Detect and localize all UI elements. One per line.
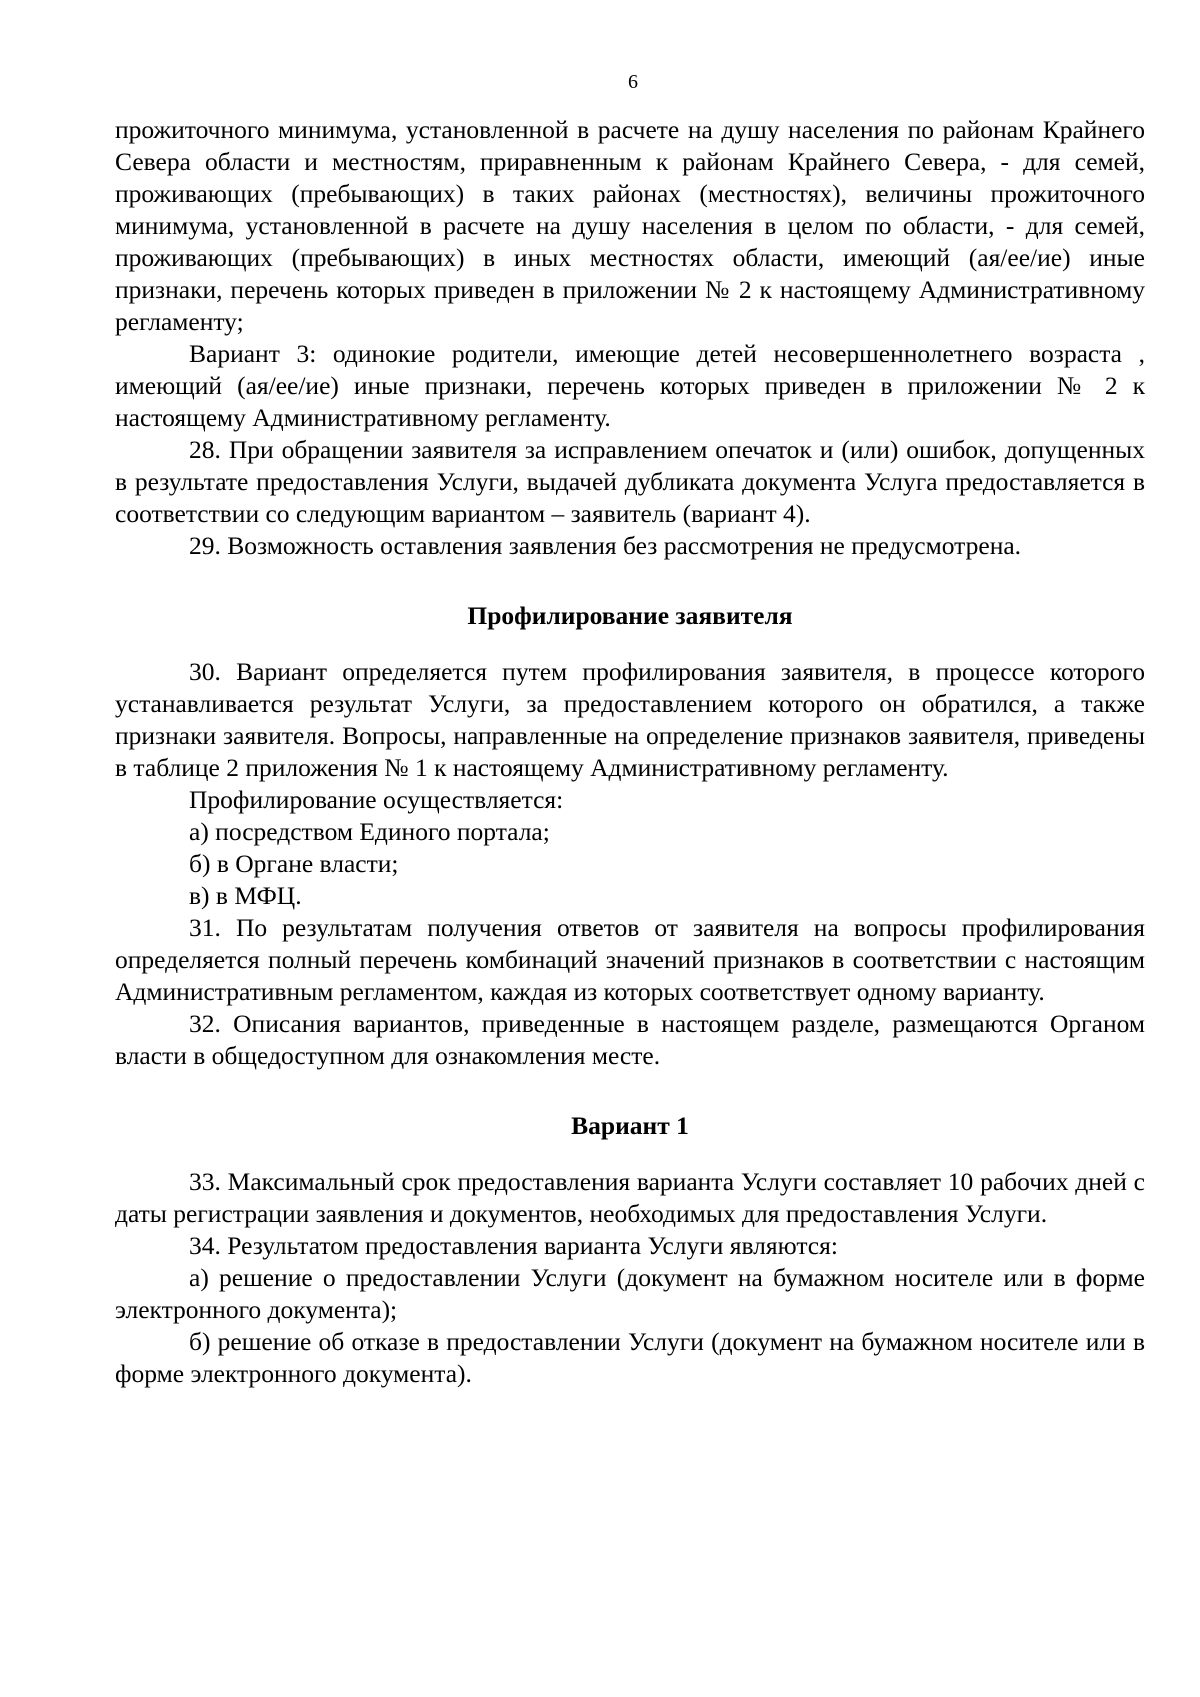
paragraph-32: 32. Описания вариантов, приведенные в настоящем разделе, размещаются Органом власти в общедоступном для ознакомления месте. [115, 1009, 1145, 1070]
paragraph-profiling-intro: Профилирование осуществляется: [189, 785, 564, 814]
section-heading-variant-1: Вариант 1 [571, 1111, 689, 1140]
paragraph-34: 34. Результатом предоставления варианта Услуги являются: [189, 1231, 838, 1260]
paragraph-variant-3: Вариант 3: одинокие родители, имеющие детей несовершеннолетнего возраста , имеющий (ая/ее/ие) иные признаки, перечень которых приведен в приложении № 2 к настоящему Административному регламенту. [115, 339, 1145, 432]
paragraph-30: 30. Вариант определяется путем профилирования заявителя, в процессе которого устанавливается результат Услуги, за предоставлением которого он обратился, а также признаки заявителя. Вопросы, направленные на определение признаков заявителя, приведены в таблице 2 приложения № 1 к настоящему Административному регламенту. [115, 657, 1145, 782]
result-item-a: а) решение о предоставлении Услуги (документ на бумажном носителе или в форме электронного документа); [115, 1263, 1145, 1324]
page-number: 6 [628, 71, 638, 93]
paragraph-29: 29. Возможность оставления заявления без рассмотрения не предусмотрена. [189, 531, 1022, 560]
paragraph-28: 28. При обращении заявителя за исправлением опечаток и (или) ошибок, допущенных в результате предоставления Услуги, выдачей дубликата документа Услуга предоставляется в соответствии со следующим вариантом – заявитель (вариант 4). [115, 435, 1145, 528]
document-body [115, 114, 1145, 1390]
list-item-b: б) в Органе власти; [189, 849, 399, 878]
paragraph-31: 31. По результатам получения ответов от заявителя на вопросы профилирования определяется полный перечень комбинаций значений признаков в соответствии с настоящим Административным регламентом, каждая из которых соответствует одному варианту. [115, 913, 1145, 1006]
paragraph-continuation: прожиточного минимума, установленной в расчете на душу населения по районам Крайнего Севера области и местностям, приравненным к районам Крайнего Севера, - для семей, проживающих (пребывающих) в таких районах (местностях), величины прожиточного минимума, установленной в расчете на душу населения в целом по области, - для семей, проживающих (пребывающих) в иных местностях области, имеющий (ая/ее/ие) иные признаки, перечень которых приведен в приложении № 2 к настоящему Административному регламенту; [115, 115, 1145, 336]
section-heading-profiling: Профилирование заявителя [467, 601, 793, 630]
paragraph-33: 33. Максимальный срок предоставления варианта Услуги составляет 10 рабочих дней с даты регистрации заявления и документов, необходимых для предоставления Услуги. [115, 1167, 1145, 1228]
result-item-b: б) решение об отказе в предоставлении Услуги (документ на бумажном носителе или в форме электронного документа). [115, 1327, 1145, 1388]
list-item-a: а) посредством Единого портала; [189, 817, 550, 846]
list-item-c: в) в МФЦ. [189, 881, 302, 910]
